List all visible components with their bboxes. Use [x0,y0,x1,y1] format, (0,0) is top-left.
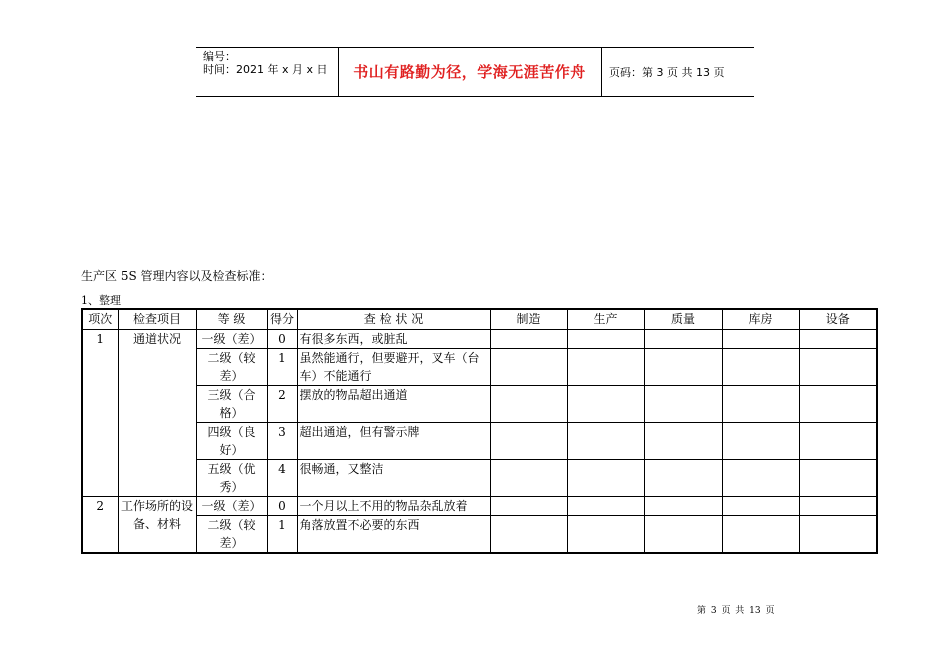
check-cell[interactable] [490,422,567,459]
document-id-label: 编号： [203,50,236,63]
check-cell[interactable] [490,348,567,385]
check-cell[interactable] [722,329,799,348]
score-cell: 1 [267,515,297,553]
column-header: 检查项目 [118,309,196,329]
item-name: 工作场所的设备、材料 [118,496,196,553]
description-cell: 一个月以上不用的物品杂乱放着 [297,496,490,515]
header-top-rule [196,47,754,48]
column-header: 库房 [722,309,799,329]
section-subtitle: 1、整理 [81,294,121,307]
item-number: 2 [82,496,118,553]
table-row [82,459,877,496]
section-title: 生产区 5S 管理内容以及检查标准： [81,269,273,283]
score-cell: 1 [267,348,297,385]
grade-cell: 三级（合格） [196,385,267,422]
check-cell[interactable] [567,515,644,553]
grade-cell: 二级（较差） [196,348,267,385]
check-cell[interactable] [799,496,877,515]
check-cell[interactable] [490,385,567,422]
check-cell[interactable] [567,385,644,422]
item-number: 1 [82,329,118,496]
column-header: 得分 [267,309,297,329]
table-row [82,329,877,348]
check-cell[interactable] [490,496,567,515]
column-header: 制造 [490,309,567,329]
description-cell: 很畅通，又整洁 [297,459,490,496]
column-header: 查 检 状 况 [297,309,490,329]
table-row [82,515,877,553]
table-row [82,496,877,515]
item-name: 通道状况 [118,329,196,496]
check-cell[interactable] [567,459,644,496]
table-header-row [82,309,877,329]
column-header: 设备 [799,309,877,329]
document-time-label: 时间：2021 年 x 月 x 日 [203,63,328,76]
check-cell[interactable] [644,348,722,385]
column-header: 等 级 [196,309,267,329]
check-cell[interactable] [799,459,877,496]
check-cell[interactable] [799,348,877,385]
grade-cell: 二级（较差） [196,515,267,553]
check-cell[interactable] [722,348,799,385]
page-footer: 第 3 页 共 13 页 [697,606,775,616]
check-cell[interactable] [799,329,877,348]
check-cell[interactable] [567,348,644,385]
check-cell[interactable] [722,422,799,459]
grade-cell: 四级（良好） [196,422,267,459]
column-header: 生产 [567,309,644,329]
inspection-table [81,308,878,554]
score-cell: 0 [267,496,297,515]
score-cell: 3 [267,422,297,459]
header-divider [601,47,602,97]
check-cell[interactable] [567,422,644,459]
check-cell[interactable] [644,385,722,422]
check-cell[interactable] [722,496,799,515]
check-cell[interactable] [799,385,877,422]
check-cell[interactable] [644,329,722,348]
check-cell[interactable] [722,515,799,553]
column-header: 项次 [82,309,118,329]
check-cell[interactable] [567,496,644,515]
description-cell: 有很多东西，或脏乱 [297,329,490,348]
check-cell[interactable] [722,385,799,422]
table-row [82,348,877,385]
table-row [82,422,877,459]
header-motto: 书山有路勤为径，学海无涯苦作舟 [353,63,586,81]
check-cell[interactable] [644,515,722,553]
check-cell[interactable] [490,515,567,553]
grade-cell: 一级（差） [196,329,267,348]
check-cell[interactable] [722,459,799,496]
table-row [82,385,877,422]
check-cell[interactable] [644,496,722,515]
check-cell[interactable] [567,329,644,348]
check-cell[interactable] [799,422,877,459]
grade-cell: 五级（优秀） [196,459,267,496]
header-bottom-rule [196,96,754,97]
description-cell: 虽然能通行，但要避开，叉车（台车）不能通行 [297,348,490,385]
description-cell: 角落放置不必要的东西 [297,515,490,553]
score-cell: 2 [267,385,297,422]
column-header: 质量 [644,309,722,329]
check-cell[interactable] [644,422,722,459]
score-cell: 4 [267,459,297,496]
check-cell[interactable] [644,459,722,496]
grade-cell: 一级（差） [196,496,267,515]
check-cell[interactable] [490,329,567,348]
description-cell: 超出通道，但有警示牌 [297,422,490,459]
check-cell[interactable] [799,515,877,553]
check-cell[interactable] [490,459,567,496]
score-cell: 0 [267,329,297,348]
description-cell: 摆放的物品超出通道 [297,385,490,422]
header-page-number: 页码：第 3 页 共 13 页 [609,66,725,79]
